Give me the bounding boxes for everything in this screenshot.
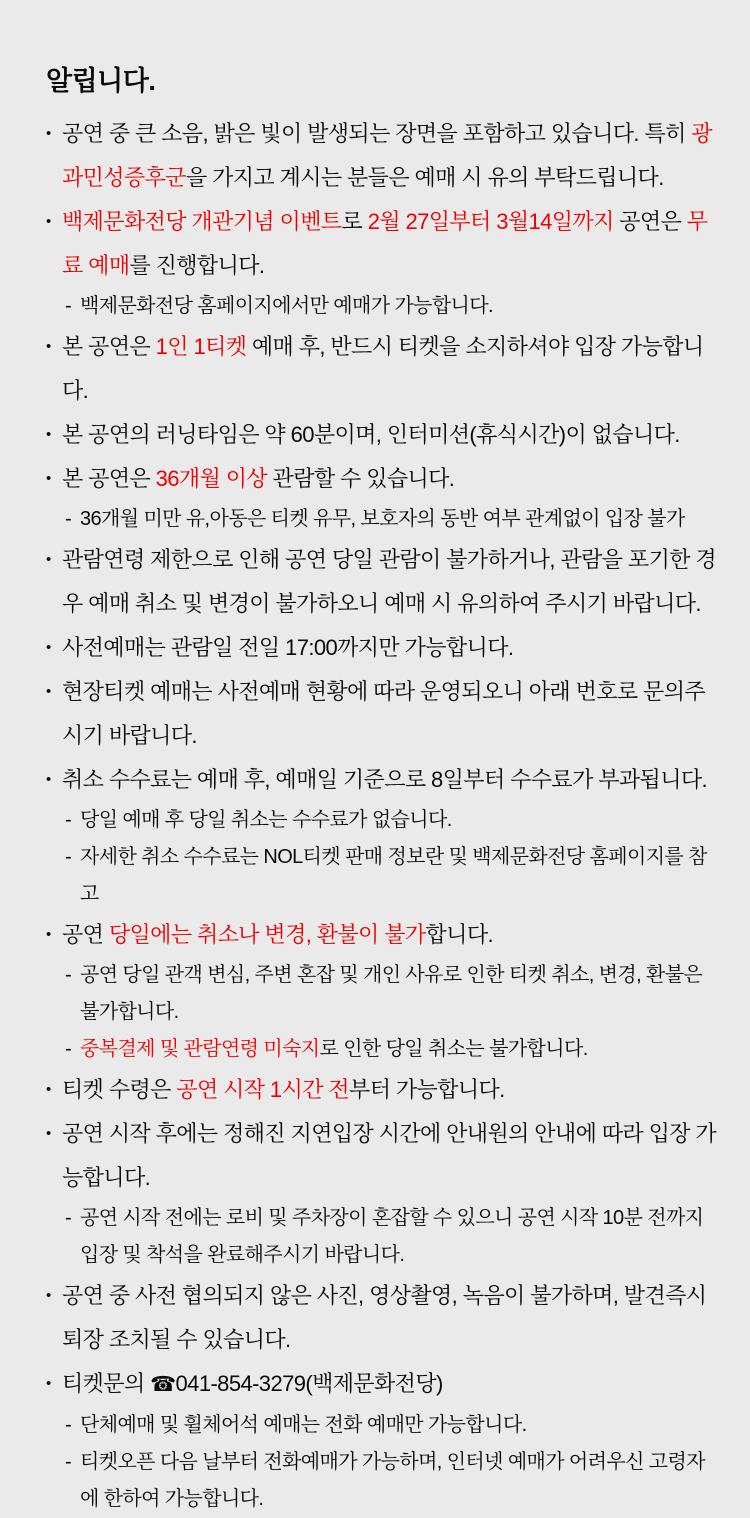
dash-icon: - (65, 809, 72, 831)
notice-list (46, 112, 722, 1518)
bullet-icon: • (46, 551, 51, 568)
notice-bullet-item (46, 1362, 722, 1407)
notice-sub-item (65, 957, 722, 1031)
notice-bullet-item (46, 758, 722, 802)
notice-bullet-item (46, 413, 722, 457)
dash-icon: - (65, 1414, 72, 1436)
bullet-icon: • (46, 1287, 51, 1304)
dash-icon: - (65, 295, 72, 317)
notice-sub-item (65, 501, 722, 538)
notice-text: 공연 중 큰 소음, 밝은 빛이 발생되는 장면을 포함하고 있습니다. 특히 광과민성증후군을 가지고 계시는 분들은 예매 시 유의 부탁드립니다. (62, 121, 712, 190)
notice-text: 본 공연의 러닝타임은 약 60분이며, 인터미션(휴식시간)이 없습니다. (62, 422, 680, 447)
notice-sub-item (65, 839, 722, 913)
notice-text: 본 공연은 36개월 이상 관람할 수 있습니다. (62, 466, 455, 491)
notice-bullet-item (46, 913, 722, 957)
notice-text: 백제문화전당 홈페이지에서만 예매가 가능합니다. (80, 295, 493, 317)
bullet-icon: • (46, 639, 51, 656)
notice-text: 티켓 수령은 공연 시작 1시간 전부터 가능합니다. (62, 1077, 505, 1102)
notice-bullet-item (46, 538, 722, 626)
bullet-icon: • (46, 338, 51, 355)
notice-bullet-item (46, 670, 722, 758)
bullet-icon: • (46, 470, 51, 487)
notice-text: 본 공연은 1인 1티켓 예매 후, 반드시 티켓을 소지하셔야 입장 가능합니다. (62, 334, 704, 403)
notice-bullet-item (46, 112, 722, 200)
notice-text: 현장티켓 예매는 사전예매 현황에 따라 운영되오니 아래 번호로 문의주시기 바랍니다. (62, 679, 706, 748)
bullet-icon: • (46, 213, 51, 230)
notice-sub-item (65, 1200, 722, 1274)
dash-icon: - (65, 508, 72, 530)
notice-bullet-item (46, 1112, 722, 1200)
notice-text: 사전예매는 관람일 전일 17:00까지만 가능합니다. (62, 635, 514, 660)
notice-text: 취소 수수료는 예매 후, 예매일 기준으로 8일부터 수수료가 부과됩니다. (62, 767, 708, 792)
notice-text: 36개월 미만 유,아동은 티켓 유무, 보호자의 동반 여부 관계없이 입장 불가 (80, 508, 685, 530)
notice-bullet-item (46, 1068, 722, 1112)
bullet-icon: • (46, 771, 51, 788)
bullet-icon: • (46, 426, 51, 443)
bullet-icon: • (46, 683, 51, 700)
notice-text: 당일 예매 후 당일 취소는 수수료가 없습니다. (80, 809, 452, 831)
dash-icon: - (65, 846, 72, 868)
dash-icon: - (65, 964, 72, 986)
page-title: 알립니다. (46, 66, 156, 96)
bullet-icon: • (46, 926, 51, 943)
dash-icon: - (65, 1038, 72, 1060)
notice-sub-item (65, 1031, 722, 1068)
bullet-icon: • (46, 125, 51, 142)
notice-sub-item (65, 1407, 722, 1444)
notice-text: 백제문화전당 개관기념 이벤트로 2월 27일부터 3월14일까지 공연은 무료 예매를 진행합니다. (62, 209, 708, 278)
dash-icon: - (65, 1451, 72, 1473)
notice-bullet-item (46, 457, 722, 501)
phone-icon: ☎ (150, 1373, 176, 1396)
bullet-icon: • (46, 1081, 51, 1098)
notice-text: 공연 시작 전에는 로비 및 주차장이 혼잡할 수 있으니 공연 시작 10분 전까지 입장 및 착석을 완료해주시기 바랍니다. (80, 1207, 704, 1266)
notice-text: 공연 시작 후에는 정해진 지연입장 시간에 안내원의 안내에 따라 입장 가능합니다. (62, 1121, 717, 1190)
notice-text: 공연 중 사전 협의되지 않은 사진, 영상촬영, 녹음이 불가하며, 발견즉시 퇴장 조치될 수 있습니다. (62, 1283, 707, 1352)
notice-sub-item (65, 1444, 722, 1518)
notice-text: 티켓오픈 다음 날부터 전화예매가 가능하며, 인터넷 예매가 어려우신 고령자에 한하여 가능합니다. (80, 1451, 705, 1510)
notice-text: 공연 당일 관객 변심, 주변 혼잡 및 개인 사유로 인한 티켓 취소, 변경, 환불은 불가합니다. (80, 964, 703, 1023)
notice-text: 관람연령 제한으로 인해 공연 당일 관람이 불가하거나, 관람을 포기한 경우 예매 취소 및 변경이 불가하오니 예매 시 유의하여 주시기 바랍니다. (62, 547, 717, 616)
notice-sub-item (65, 802, 722, 839)
notice-bullet-item (46, 200, 722, 288)
bullet-icon: • (46, 1125, 51, 1142)
dash-icon: - (65, 1207, 72, 1229)
notice-text: 티켓문의 ☎041-854-3279(백제문화전당) (62, 1371, 443, 1396)
notice-text: 공연 당일에는 취소나 변경, 환불이 불가합니다. (62, 922, 493, 947)
notice-sub-item (65, 288, 722, 325)
notice-text: 중복결제 및 관람연령 미숙지로 인한 당일 취소는 불가합니다. (80, 1038, 588, 1060)
notice-bullet-item (46, 325, 722, 413)
notice-bullet-item (46, 626, 722, 670)
notice-bullet-item (46, 1274, 722, 1362)
notice-text: 자세한 취소 수수료는 NOL티켓 판매 정보란 및 백제문화전당 홈페이지를 참고 (80, 846, 707, 905)
notice-text: 단체예매 및 휠체어석 예매는 전화 예매만 가능합니다. (80, 1414, 527, 1436)
bullet-icon: • (46, 1375, 51, 1392)
